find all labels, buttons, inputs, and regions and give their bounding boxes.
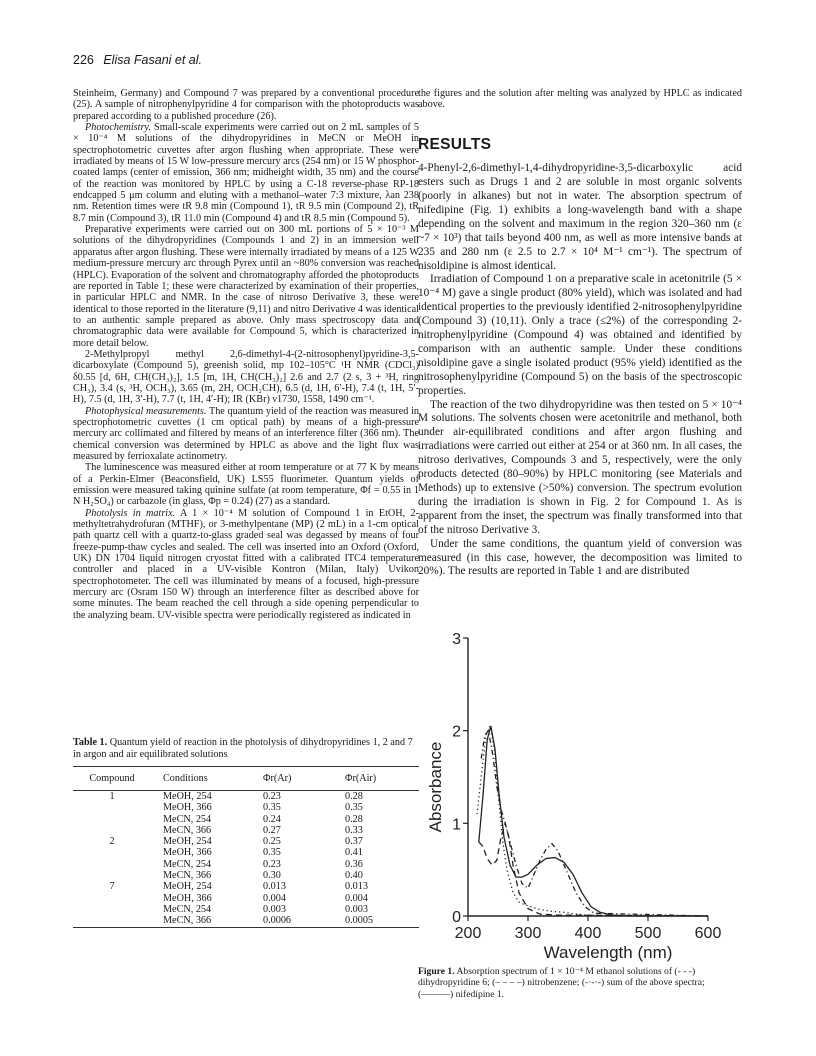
table-row [73,836,419,847]
y-tick-label: 3 [452,631,461,648]
table-cell: 0.41 [345,847,363,859]
table-cell [73,870,151,881]
table-row [73,825,419,836]
paragraph [73,508,419,621]
table-caption-label: Table 1. [73,737,108,748]
column-header: Conditions [163,773,208,784]
paragraph-text: Small-scale experiments were carried out on 2 mL samples of 5 × 10⁻⁴ M solutions of the dihydropyridines in MeCN or MeOH in spectrophotometric cuvettes after argon flushing when appropriate. These were irradiated by means of 15 W low-pressure mercury arcs (254 nm) or 15 W phosphor-coated lamps (center of emission, 366 nm; midheight width, 35 nm) and the course of the reaction was monitored by HPLC by using a C-18 reverse-phase RP-18 endcapped 5 μm column and eluting with a methanol–water 7:3 mixture, λan 238 nm. Retention times were tR 9.8 min (Compound 1), tR 9.5 min (Compound 2), tR 8.7 min (Compound 3), tR 11.0 min (Compound 4) and tR 8.5 min (Compound 5). [73,122,419,224]
table-cell: 0.0006 [263,915,292,927]
figure-caption-text: Absorption spectrum of 1 × 10⁻⁴ M ethanol solutions of (- - -) dihydropyridine 6; (– – – –) nitrobenzene; (-·-·-) sum of the above spectra; (———) nifedipine 1. [418,966,705,1000]
table-cell: MeCN, 366 [163,915,212,927]
table-cell: MeOH, 254 [163,881,212,893]
x-tick-label: 200 [454,925,482,942]
table-cell: MeCN, 254 [163,858,212,870]
paragraph [73,406,419,463]
table-row [73,802,419,813]
table-cell: MeOH, 366 [163,802,212,814]
x-tick-label: 600 [694,925,722,942]
y-tick-label: 0 [452,909,461,926]
table-cell: 0.013 [345,881,368,893]
x-tick-label: 300 [514,925,542,942]
table-cell [73,802,151,813]
section-heading: RESULTS [418,135,492,153]
y-tick-label: 2 [452,723,461,741]
table-cell [73,825,151,836]
table-cell [73,915,151,927]
table-cell: MeCN, 366 [163,870,212,882]
table-header-row [73,767,419,791]
table-cell: 0.37 [345,836,363,848]
table-row [73,915,419,927]
table-row [73,814,419,825]
table-cell: 0.003 [345,903,368,915]
table-cell: MeCN, 254 [163,903,212,915]
paragraph: The reaction of the two dihydropyridine was then tested on 5 × 10⁻⁴ M solutions. The solvents chosen were acetonitrile and methanol, both under air-equilibrated conditions and after argon flushing and irradiations were carried out either at 254 or at 360 nm. In all cases, the nitroso derivatives, Compounds 3 and 5, respectively, were the only products detected (80–90%) by HPLC monitoring (see Materials and Methods) up to extensive (>50%) conversion. The spectrum evolution during the irradiation is shown in Fig. 2 for Compound 1. As is apparent from the inset, the spectrum was finally transformed into that of the nitroso Derivative 3. [418,398,742,536]
column-header: Compound [89,773,135,784]
absorption-spectrum-chart [418,626,742,966]
table-cell: MeOH, 366 [163,892,212,904]
right-column [418,88,742,579]
paragraph: Preparative experiments were carried out on 300 mL portions of 5 × 10⁻³ M solutions of the dihydropyridines (Compounds 1 and 2) in an immersion well apparatus after argon flushing. These were internally irradiated by means of a 125 W medium-pressure mercury arc through Pyrex until an ~80% conversion was reached (HPLC). Evaporation of the solvent and chromatography afforded the photoproducts are reported in Table 1; these were characterized by examination of their properties, in particular HPLC and NMR. In the case of nitroso Derivative 3, these were identical to those reported in the literature (9,11) and nitro Derivative 4 was identical to an authentic sample prepared as above. Only mass spectroscopy data and chromatographic data were available for Compound 5, which is characterized in more detail below. [73,224,419,349]
section-label: Photochemistry. [85,122,151,134]
table-cell: 1 [109,791,115,802]
paragraph: 2-Methylpropyl methyl 2,6-dimethyl-4-(2-nitrosophenyl)pyridine-3,5-dicarboxylate (Compound 5), greenish solid, mp 102–105°C ¹H NMR (CDCl₃) δ0.55 [d, 6H, CH(CH₃)₂], 1.5 [m, 1H, CH(CH₃)₂] 2.6 and 2.7 (2 s, 3 + ³H, ring CH₃), 3.4 (s, ³H, OCH₃), 3.65 (m, 2H, OCH₂CH), 6.5 (d, 1H, 6′-H), 7.4 (t, 1H, 5′-H), 7.5 (d, 1H, 3′-H), 7.7 (t, 1H, 4′-H); IR (KBr) ν1730, 1558, 1490 cm⁻¹. [73,348,419,406]
table-row [73,881,419,892]
figure-caption [418,966,742,1000]
table-row [73,791,419,803]
table-cell: MeCN, 366 [163,824,212,836]
table-cell: 0.004 [263,892,286,904]
section-label: Photophysical measurements. [85,405,207,417]
table-row [73,859,419,870]
table-cell: 0.36 [345,858,363,870]
table-cell: 0.23 [263,791,281,802]
table-cell: MeCN, 254 [163,813,212,825]
table-row [73,847,419,858]
paragraph: Irradiation of Compound 1 on a preparative scale in acetonitrile (5 × 10⁻⁴ M) gave a single product (80% yield), which was isolated and had identical properties to the previously identified 2-nitrosophenylpyridine (Compound 3) (10,11). Only a trace (≤2%) of the corresponding 2-nitrophenylpyridine (Compound 4) was obtained and identified by comparison with an authentic sample. Under these conditions nisoldipine gave a single isolated product (95% yield) identified as the nitrosophenylpyridine (Compound 5) on the basis of the spectroscopic properties. [418,273,742,397]
table-cell: 7 [109,881,115,893]
paragraph-text: The quantum yield of the reaction was measured in spectrophotometric cuvettes (1 cm optical path) by means of a high-pressure mercury arc collimated and filtered by means of an interference filter (366 nm). The chemical conversion was determined by HPLC as above and the light flux was measured by ferrioxalate actinometry. [73,405,419,462]
x-axis-label: Wavelength (nm) [543,943,673,962]
section-label: Photolysis in matrix. [85,507,176,519]
table-cell [73,814,151,825]
column-header: Φr(Ar) [263,773,292,784]
table-cell: 0.013 [263,881,286,893]
series-line-dotted [477,726,708,916]
x-tick-label: 400 [574,925,602,942]
table-cell: 0.23 [263,858,281,870]
series-line-dashed [479,823,708,916]
table-cell: 0.25 [263,836,281,848]
figure-caption-label: Figure 1. [418,966,455,977]
table-row [73,893,419,904]
paragraph: the figures and the solution after melting was analyzed by HPLC as indicated above. [418,88,742,111]
paragraph: The luminescence was measured either at room temperature or at 77 K by means of a Perkin-Elmer (Beaconsfield, UK) LS55 fluorimeter. Quantum yields of emission were measured taking quinine sulfate (at room temperature, Φf = 0.55 in 1 N H₂SO₄) or carbazole (in glass, Φp = 0.24) (27) as a standard. [73,462,419,508]
table-cell [73,847,151,858]
table-1 [73,737,419,928]
series-line-solid [479,726,708,916]
table-caption [73,737,419,760]
paragraph-text: A 1 × 10⁻⁴ M solution of Compound 1 in EtOH, 2-methyltetrahydrofuran (MTHF), or 3-methylpentane (MP) (2 mL) in a 1-cm optical path quartz cell with a quartz-to-glass graded seal was degassed by means of four freeze-pump-thaw cycles and sealed. The cell was inserted into an Oxford (Oxford, UK) DN 1704 liquid nitrogen cryostat fitted with a calibrated ITC4 temperature controller and placed in a UV-visible Kontron (Milan, Italy) Uvikon spectrophotometer. The cell was illuminated by means of a focused, high-pressure mercury arc (Osram 150 W) through an interference filter as described above for some minutes. The beam reached the cell through a side opening perpendicular to the analyzing beam. UV-visible spectra were periodically registered as indicated in [73,507,419,621]
table-cell [73,904,151,915]
table-row [73,904,419,915]
table-cell: 0.003 [263,903,286,915]
running-header [73,53,202,67]
series-line-dashdot [481,731,708,916]
left-column [73,88,419,621]
table-cell [73,859,151,870]
table-cell: 2 [109,836,115,848]
table-cell: 0.24 [263,813,281,825]
table-cell: MeOH, 254 [163,791,212,802]
table-cell: 0.33 [345,824,363,836]
table-cell: MeOH, 254 [163,836,212,848]
paragraph [73,122,419,224]
table-cell: 0.28 [345,791,363,802]
y-axis-label: Absorbance [426,741,445,833]
y-tick-label: 1 [452,816,461,834]
table-cell: 0.004 [345,892,368,904]
paragraph: Steinheim, Germany) and Compound 7 was prepared by a conventional procedure (25). A sample of nitrophenylpyridine 4 for comparison with the photoproducts was prepared according to a published procedure (26). [73,88,419,122]
table-cell: 0.30 [263,870,281,882]
header-authors: Elisa Fasani et al. [103,53,203,67]
table-cell [73,893,151,904]
table-cell: 0.40 [345,870,363,882]
table-cell: 0.27 [263,824,281,836]
column-header: Φr(Air) [345,773,377,784]
paragraph: Under the same conditions, the quantum yield of conversion was measured (in this case, however, the decomposition was limited to 20%). The results are reported in Table 1 and are distributed [418,537,742,578]
quantum-yield-table [73,766,419,928]
table-caption-text: Quantum yield of reaction in the photolysis of dihydropyridines 1, 2 and 7 in argon and air equilibrated solutions [73,737,413,760]
x-tick-label: 500 [634,925,662,942]
table-cell: 0.35 [263,802,281,814]
table-cell: MeOH, 366 [163,847,212,859]
table-cell: 0.35 [263,847,281,859]
table-cell: 0.35 [345,802,363,814]
table-cell: 0.0005 [345,915,374,927]
table-row [73,870,419,881]
paragraph: 4-Phenyl-2,6-dimethyl-1,4-dihydropyridine-3,5-dicarboxylic acid esters such as Drugs 1 and 2 are soluble in most organic solvents (poorly in alkanes) but not in water. The absorption spectrum of nifedipine (Fig. 1) exhibits a long-wavelength band with a shape depending on the solvent and maximum in the region 320–360 nm (ε ~7 × 10³) that tails beyond 400 nm, as well as more intensive bands at 235 and 280 nm (ε 2.5 to 2.7 × 10⁴ M⁻¹ cm⁻¹). The spectrum of nisoldipine is almost identical. [418,162,742,272]
page-number: 226 [73,53,94,67]
table-cell: 0.28 [345,813,363,825]
